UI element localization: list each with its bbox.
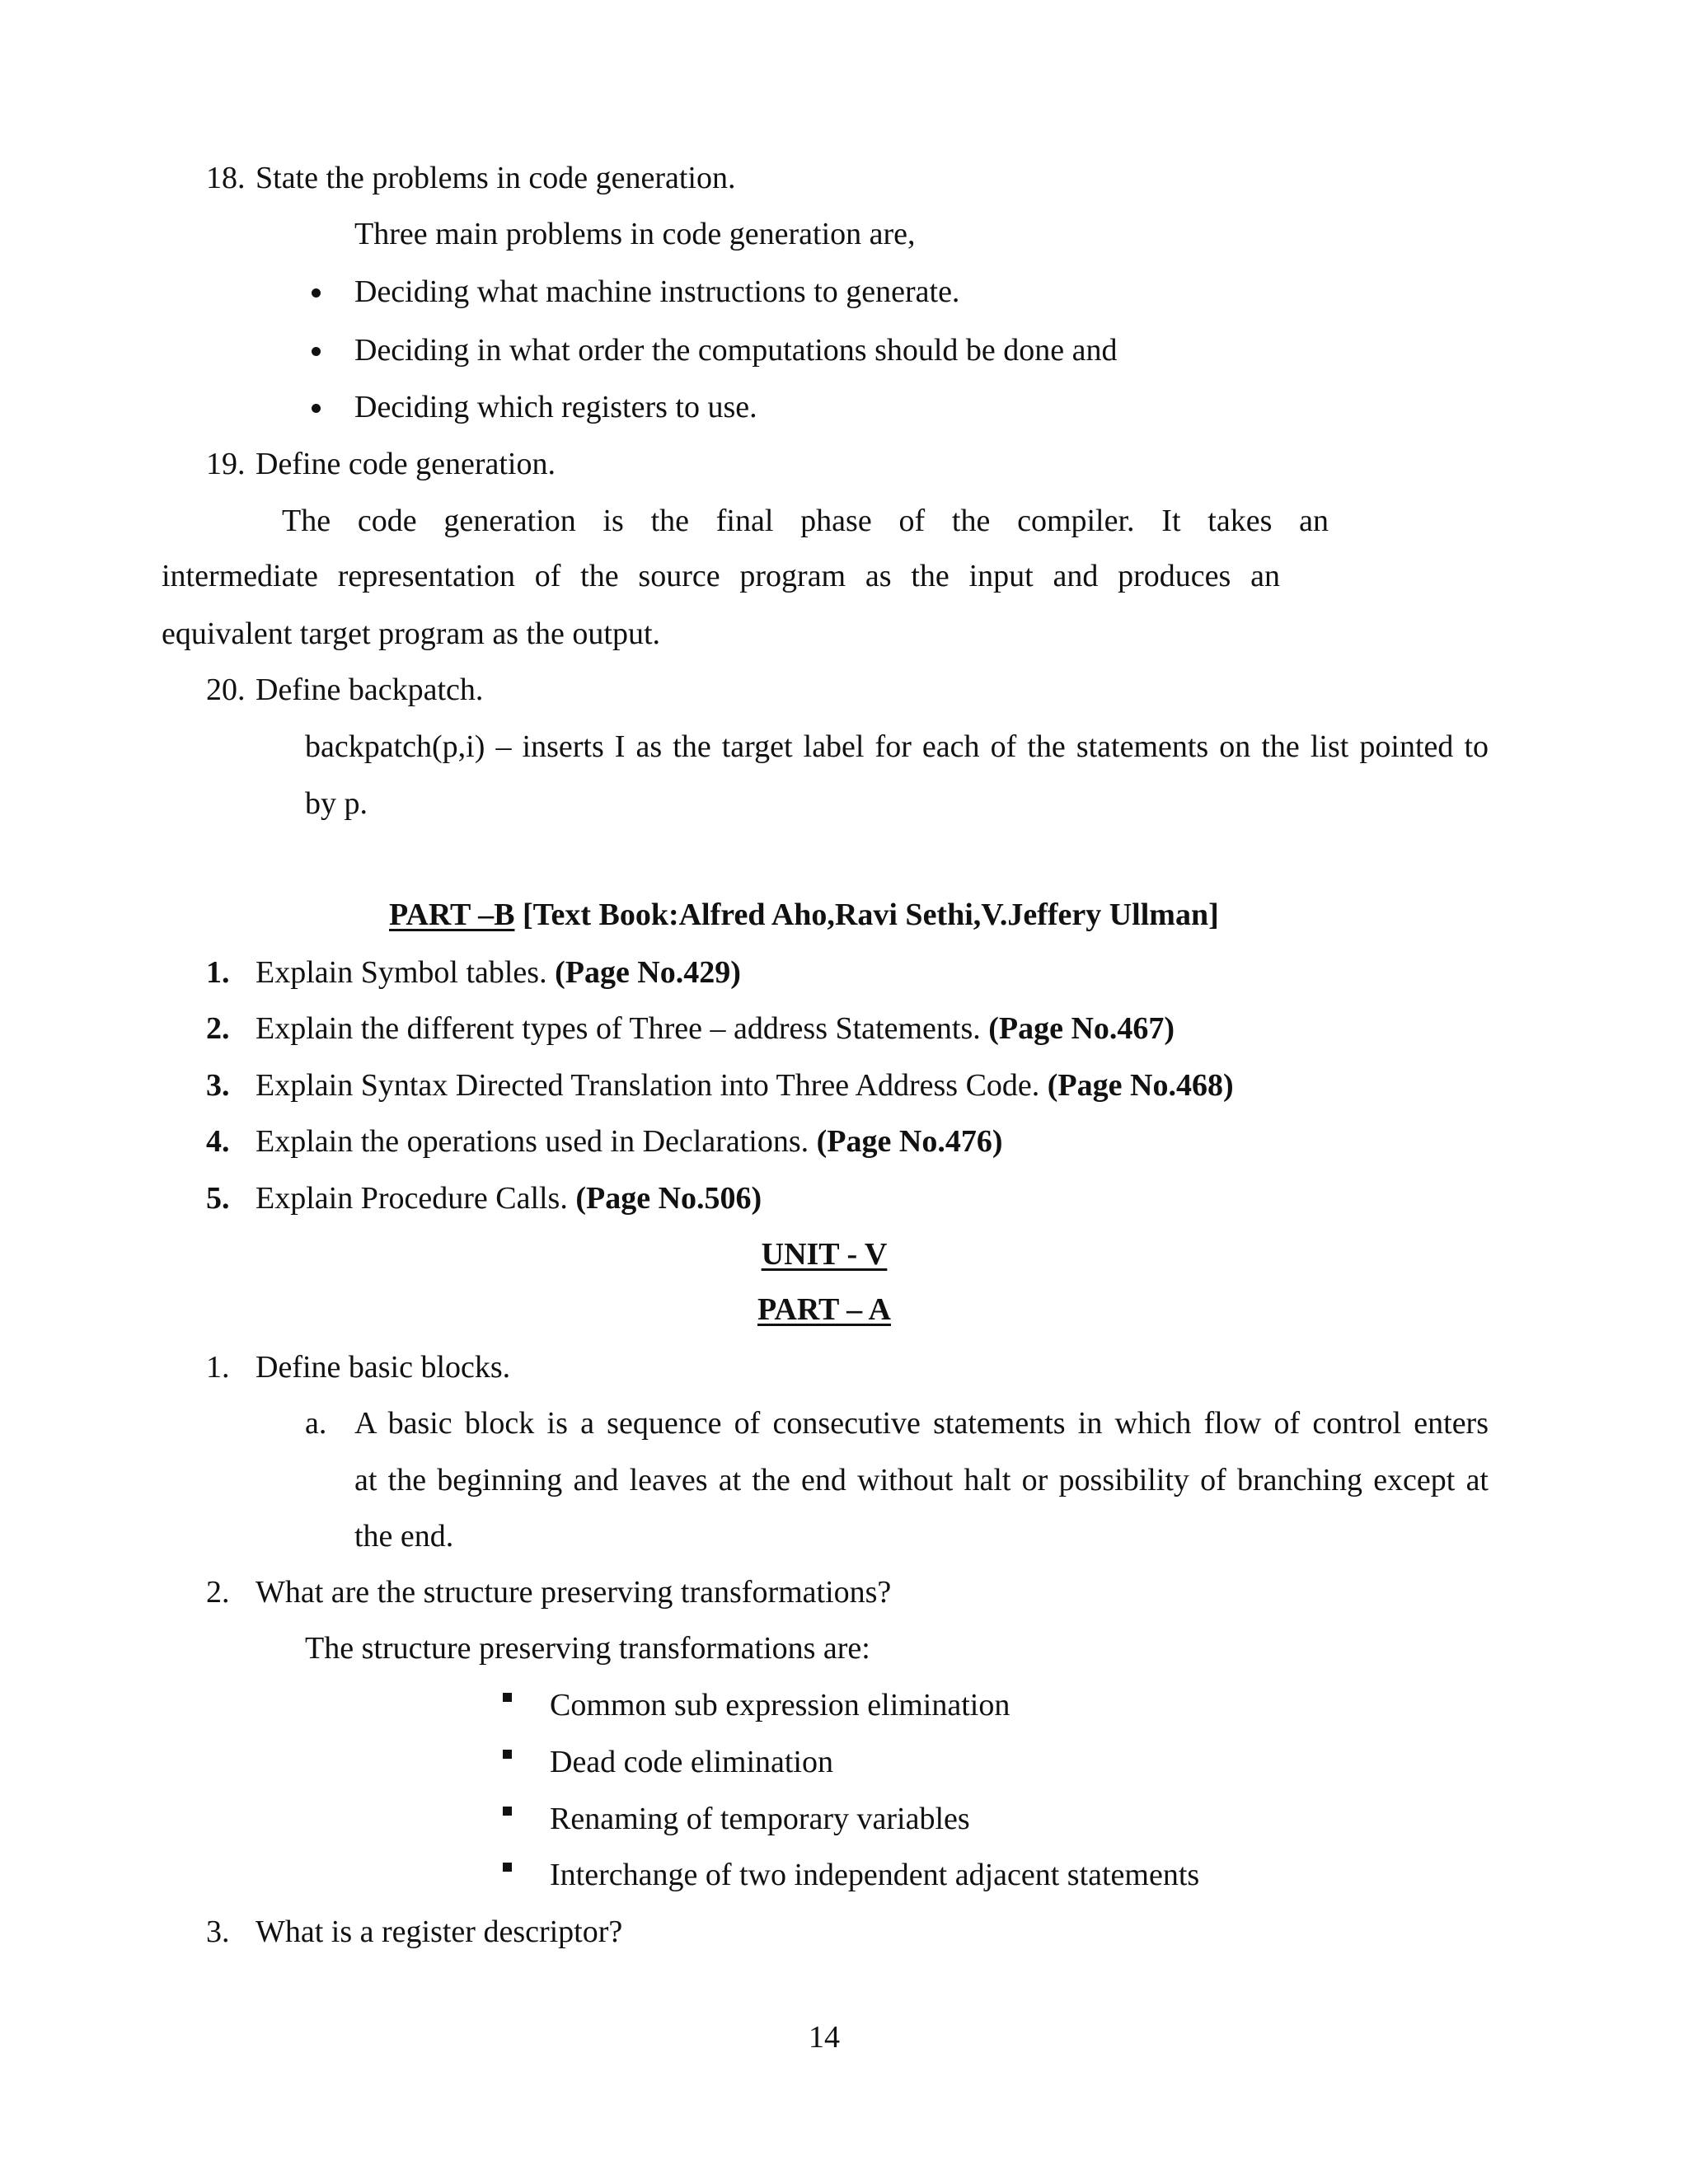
unit5-q1-sub-label: a. [305,1406,327,1441]
q18-number: 18. [206,161,246,195]
unit5-q2-question: What are the structure preserving transformations? [256,1575,892,1610]
q20-answer-line-2: by p. [305,786,368,821]
unit5-q1-answer-line-1: A basic block is a sequence of consecutive statements in which flow of control enters [354,1406,1489,1441]
q19-answer-line-2: intermediate representation of the source program as the input and produces an [162,559,1280,593]
partb-item-page-ref: (Page No.468) [1047,1068,1234,1103]
q19-question: Define code generation. [256,447,556,481]
q18-bullet-3: Deciding which registers to use. [354,390,757,424]
unit5-q1-answer-line-2: at the beginning and leaves at the end without halt or possibility of branching except at [354,1463,1489,1497]
partb-item-text: Explain the different types of Three – address Statements. [256,1011,989,1046]
partb-item-page-ref: (Page No.506) [575,1181,762,1216]
unit5-q2-bullet-2: Dead code elimination [550,1745,833,1779]
partb-heading [389,899,1219,930]
partb-item-3 [256,1070,1234,1101]
q18-bullet-1: Deciding what machine instructions to generate. [354,274,960,309]
q19-answer-line-1: The code generation is the final phase of the compiler. It takes an [282,504,1329,538]
partb-item-page-ref: (Page No.429) [555,955,741,990]
partb-heading-label: PART –B [389,898,515,932]
bullet-dot [312,288,321,298]
part-a-heading [0,1294,1648,1325]
partb-item-4 [256,1126,1003,1157]
partb-item-text: Explain Symbol tables. [256,955,556,990]
unit5-q3-number: 3. [206,1915,230,1949]
unit5-q1-question: Define basic blocks. [256,1350,511,1385]
partb-item-number: 2. [206,1011,230,1046]
partb-item-number: 5. [206,1181,230,1216]
unit5-q1-number: 1. [206,1350,230,1385]
unit-heading-text: UNIT - V [761,1237,888,1272]
square-bullet [503,1693,512,1702]
q19-answer-line-3: equivalent target program as the output. [162,616,661,651]
partb-item-5 [256,1183,762,1214]
q18-intro: Three main problems in code generation are, [354,217,916,251]
bullet-dot [312,347,321,356]
partb-item-1 [256,957,741,988]
partb-item-text: Explain Syntax Directed Translation into Three Address Code. [256,1068,1048,1103]
unit5-q2-bullet-4: Interchange of two independent adjacent statements [550,1858,1200,1892]
q18-bullet-2: Deciding in what order the computations should be done and [354,333,1118,368]
bullet-dot [312,404,321,413]
q20-number: 20. [206,673,246,707]
square-bullet [503,1863,512,1872]
unit5-q2-intro: The structure preserving transformations are: [305,1631,870,1666]
q20-answer-line-1: backpatch(p,i) – inserts I as the target label for each of the statements on the list pointed to [305,729,1489,764]
page-number: 14 [809,2020,840,2055]
q19-number: 19. [206,447,246,481]
partb-heading-textbook: [Text Book:Alfred Aho,Ravi Sethi,V.Jeffery Ullman] [514,898,1219,932]
partb-item-number: 4. [206,1124,230,1159]
partb-item-number: 3. [206,1068,230,1103]
unit-heading [0,1239,1648,1270]
unit5-q3-question: What is a register descriptor? [256,1915,623,1949]
unit5-q2-bullet-3: Renaming of temporary variables [550,1802,970,1836]
partb-item-page-ref: (Page No.476) [816,1124,1003,1159]
q18-question: State the problems in code generation. [256,161,736,195]
q20-question: Define backpatch. [256,673,484,707]
part-a-heading-text: PART – A [757,1292,891,1327]
unit5-q1-answer-line-3: the end. [354,1519,454,1554]
partb-item-page-ref: (Page No.467) [988,1011,1175,1046]
partb-item-number: 1. [206,955,230,990]
partb-item-text: Explain Procedure Calls. [256,1181,576,1216]
partb-item-text: Explain the operations used in Declarations. [256,1124,817,1159]
partb-item-2 [256,1013,1175,1044]
square-bullet [503,1750,512,1759]
unit5-q2-bullet-1: Common sub expression elimination [550,1688,1010,1722]
square-bullet [503,1807,512,1816]
unit5-q2-number: 2. [206,1575,230,1610]
